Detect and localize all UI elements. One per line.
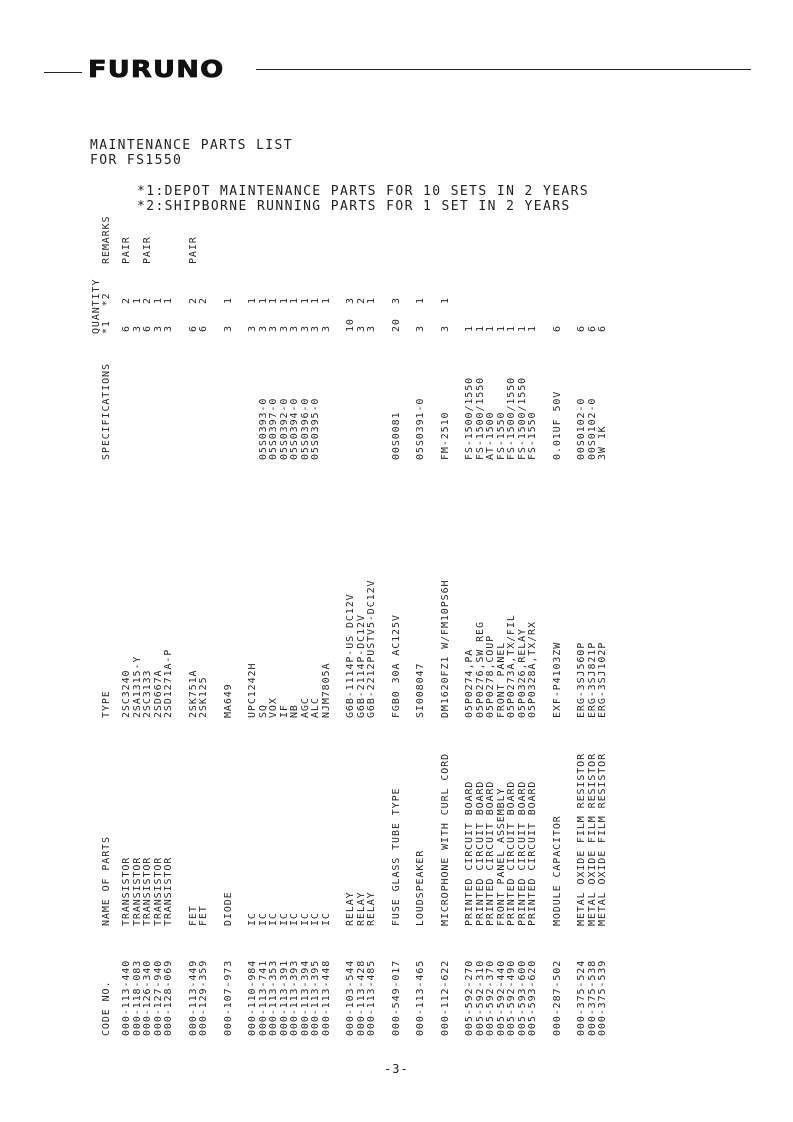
col-header-remarks: REMARKS <box>101 215 112 264</box>
name-cell: RELAY RELAY RELAY <box>345 891 377 926</box>
code-cell: 000-110-984 000-113-741 000-113-353 000-113-391 000-113-393 000-113-394 000-113-395 000-113-448 <box>247 959 332 1036</box>
name-cell: PRINTED CIRCUIT BOARD PRINTED CIRCUIT BOARD PRINTED CIRCUIT BOARD FRONT PANEL ASSEMBLY PRINTED CIRCUIT BOARD PRINTED CIRCUIT BOARD PRINTED CIRCUIT BOARD <box>464 780 538 926</box>
spec-cell: 05S0391-0 <box>415 397 426 460</box>
type-cell: ERG-3SJ560P ERG-3SJ821P ERG-3SJ102P <box>576 641 608 718</box>
header-rule-right <box>256 69 751 70</box>
qty2-cell: 3 <box>390 297 402 304</box>
qty1-cell: 6 3 6 3 3 <box>121 325 174 332</box>
type-cell: 2SC3240 2SA1315-Y 2SC3133 2SD667A 2SD1271A-P <box>121 648 174 718</box>
col-header-name: NAME OF PARTS <box>101 836 112 926</box>
spec-cell: 0.01UF 50V <box>551 390 563 460</box>
qty1-cell: 1 1 1 1 1 1 1 <box>464 325 538 332</box>
document-title: MAINTENANCE PARTS LIST <box>90 138 293 153</box>
qty2-cell: 2 2 <box>187 297 209 304</box>
qty2-cell: 1 <box>439 297 451 304</box>
type-cell: EXF-P4103ZW <box>551 641 563 718</box>
col-header-qty-sub: *1 *2 <box>101 292 112 334</box>
name-cell: MICROPHONE WITH CURL CORD <box>439 752 451 926</box>
qty2-cell: 2 1 2 1 1 <box>121 297 174 304</box>
type-cell: SI008047 <box>415 662 426 718</box>
qty2-cell: 1 <box>415 297 426 304</box>
qty1-cell: 3 <box>415 325 426 332</box>
document-subtitle: FOR FS1550 <box>90 153 183 168</box>
col-header-code: CODE NO. <box>101 980 112 1036</box>
qty1-cell: 10 3 3 <box>345 318 377 332</box>
name-cell: IC IC IC IC IC IC IC IC <box>247 912 332 926</box>
name-cell: LOUDSPEAKER <box>415 849 426 926</box>
qty1-cell: 3 3 3 3 3 3 3 3 <box>247 325 332 332</box>
name-cell: TRANSISTOR TRANSISTOR TRANSISTOR TRANSISTOR TRANSISTOR <box>121 856 174 926</box>
code-cell: 000-549-017 <box>390 959 402 1036</box>
type-cell: UPC1242H SQ VOX IF NB AGC ALC NJM7805A <box>247 662 332 718</box>
name-cell: FUSE GLASS TUBE TYPE <box>390 787 402 926</box>
col-header-type: TYPE <box>101 690 112 718</box>
qty1-cell: 20 <box>390 318 402 332</box>
col-header-spec: SPECIFICATIONS <box>101 363 112 460</box>
spec-cell: FS-1500/1550 FS-1500/1550 AT-1500 FS-1550 FS-1500/1550 FS-1500/1550 FS-1550 <box>464 376 538 460</box>
code-cell: 000-107-973 <box>222 959 234 1036</box>
spec-cell: 05S0393-0 05S0397-0 05S0392-0 05S0394-0 05S0396-0 05S0395-0 <box>257 397 321 460</box>
code-cell: 000-103-544 000-113-428 000-113-485 <box>345 959 377 1036</box>
name-cell: MODULE CAPACITOR <box>551 815 563 926</box>
code-cell: 000-375-524 000-375-538 000-375-539 <box>576 959 608 1036</box>
page-number: -3- <box>384 1062 409 1076</box>
qty1-cell: 3 <box>222 325 234 332</box>
qty1-cell: 6 6 6 <box>576 325 608 332</box>
type-cell: FGB0 30A AC125V <box>390 614 402 718</box>
parts-table <box>91 215 740 1040</box>
qty1-cell: 3 <box>439 325 451 332</box>
col-header-qty: QUANTITY <box>91 278 102 334</box>
qty2-cell: 1 1 1 1 1 1 1 1 <box>247 297 332 304</box>
name-cell: FET FET <box>187 905 209 926</box>
code-cell: 000-113-449 000-129-359 <box>187 959 209 1036</box>
remarks-cell: PAIR <box>187 236 199 264</box>
qty1-cell: 6 <box>551 325 563 332</box>
spec-cell: FM-2510 <box>439 411 451 460</box>
qty2-cell: 1 <box>222 297 234 304</box>
code-cell: 000-287-502 <box>551 959 563 1036</box>
note-shipborne: *2:SHIPBORNE RUNNING PARTS FOR 1 SET IN 2 YEARS <box>137 199 571 214</box>
note-depot: *1:DEPOT MAINTENANCE PARTS FOR 10 SETS IN 2 YEARS <box>137 184 590 199</box>
remarks-cell: PAIR PAIR <box>121 236 153 264</box>
header-rule-left <box>44 72 82 73</box>
spec-cell: 00S0081 <box>390 411 402 460</box>
type-cell: 2SK751A 2SK125 <box>187 669 209 718</box>
code-cell: 000-113-440 000-118-083 000-126-340 000-127-940 000-128-069 <box>121 959 174 1036</box>
type-cell: G6B-1114P-US DC12V G6B-2114P-DC12V G6B-2212PUSTV5-DC12V <box>345 579 377 718</box>
furuno-logo: FURUNO <box>88 57 225 83</box>
spec-cell: 00S0102-0 00S0102-0 3W 1K <box>576 397 608 460</box>
type-cell: DM1620FZ1 W/FM10PS6H <box>439 579 451 718</box>
name-cell: METAL OXIDE FILM RESISTOR METAL OXIDE FILM RESISTOR METAL OXIDE FILM RESISTOR <box>576 752 608 926</box>
code-cell: 000-112-622 <box>439 959 451 1036</box>
name-cell: DIODE <box>222 891 234 926</box>
code-cell: 000-113-465 <box>415 959 426 1036</box>
code-cell: 005-592-270 005-592-310 005-592-370 005-592-440 005-592-490 005-593-600 005-593-620 <box>464 959 538 1036</box>
qty2-cell: 3 2 1 <box>345 297 377 304</box>
type-cell: MA649 <box>222 683 234 718</box>
type-cell: 05P0274,PA 05P0276,SW REG 05P0278,COUP FRONT PANEL 05P0273A,TX/FIL 05P0326,RELAY 05P0328A,TX/RX <box>464 614 538 718</box>
qty1-cell: 6 6 <box>187 325 209 332</box>
